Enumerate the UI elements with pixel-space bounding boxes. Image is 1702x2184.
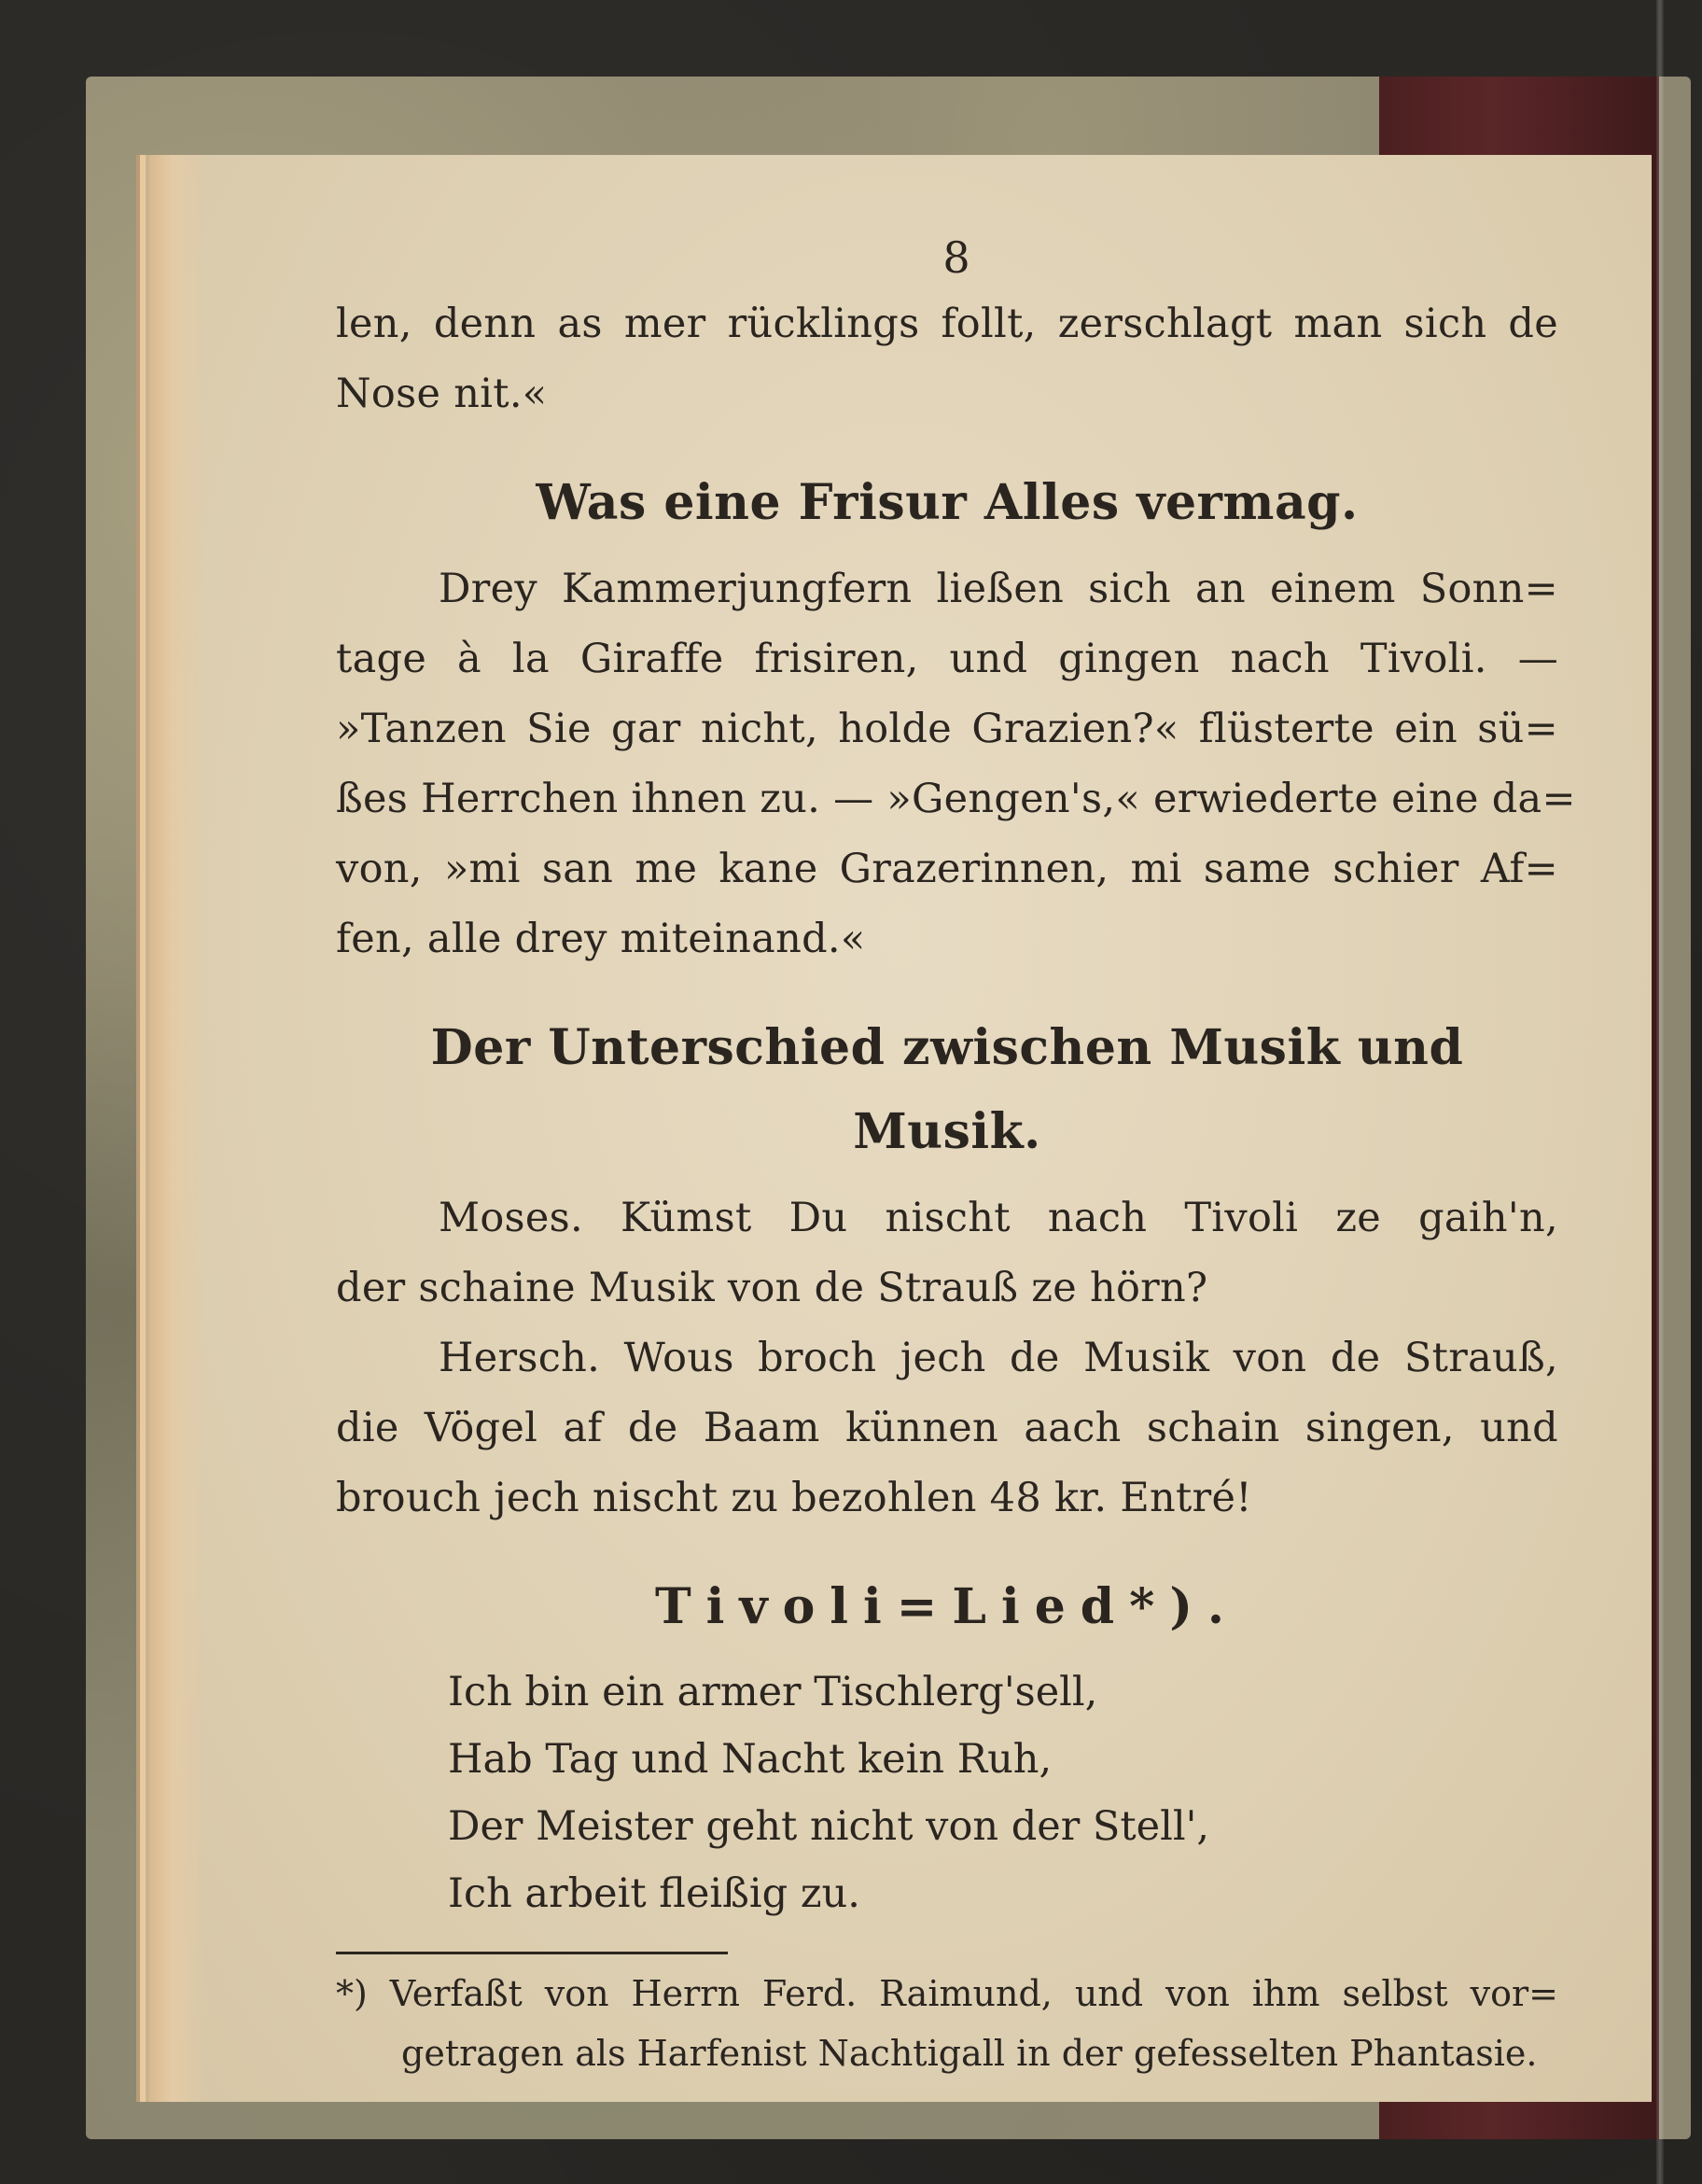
footnote-divider [336,1952,728,1954]
footnote-line: *) Verfaßt von Herrn Ferd. Raimund, und von ihm selbst vor= [336,1973,1558,2014]
text-line: von, »mi san me kane Grazerinnen, mi same schier Af= [336,846,1558,892]
poem-heading: Tivoli=Lied*). [654,1578,1240,1635]
section-heading: Was eine Frisur Alles vermag. [536,474,1359,531]
text-line: tage à la Giraffe frisiren, und gingen nach Tivoli. — [336,636,1558,682]
glass-edge [1656,0,1664,2184]
footnote-line: getragen als Harfenist Nachtigall in der gefesselten Phantasie. [401,2033,1538,2074]
text-line: »Tanzen Sie gar nicht, holde Grazien?« flüsterte ein sü= [336,706,1558,752]
text-line: Drey Kammerjungfern ließen sich an einem Sonn= [439,566,1558,612]
text-line: der schaine Musik von de Strauß ze hörn? [336,1265,1208,1311]
page-edge [149,155,205,2102]
text-line: Moses. Kümst Du nischt nach Tivoli ze gaih'n, [439,1195,1558,1241]
section-paragraph [336,1183,1558,1533]
footnote [336,1964,1558,2083]
page-text [336,232,1576,2083]
text-line: Hersch. Wous broch jech de Musik von de Strauß, [439,1335,1558,1381]
section-heading: Der Unterschied zwischen Musik und Musik. [430,1019,1464,1160]
text-line: ßes Herrchen ihnen zu. — »Gengen's,« erwiederte eine da= [336,776,1576,822]
verse-line: Ich bin ein armer Tischlerg'sell, [448,1669,1098,1715]
verse-line: Ich arbeit fleißig zu. [448,1870,860,1917]
verse-line: Der Meister geht nicht von der Stell', [448,1803,1210,1850]
text-line: Nose nit.« [336,371,548,417]
poem-verse [336,1659,1558,1927]
page-number: 8 [942,232,970,283]
section-paragraph [336,554,1576,974]
text-line: len, denn as mer rücklings follt, zerschlagt man sich de [336,301,1558,347]
intro-paragraph [336,289,1558,429]
text-line: die Vögel af de Baam künnen aach schain singen, und [336,1405,1558,1451]
text-line: brouch jech nischt zu bezohlen 48 kr. Entré! [336,1475,1252,1521]
verse-line: Hab Tag und Nacht kein Ruh, [448,1736,1053,1783]
text-line: fen, alle drey miteinand.« [336,916,866,962]
